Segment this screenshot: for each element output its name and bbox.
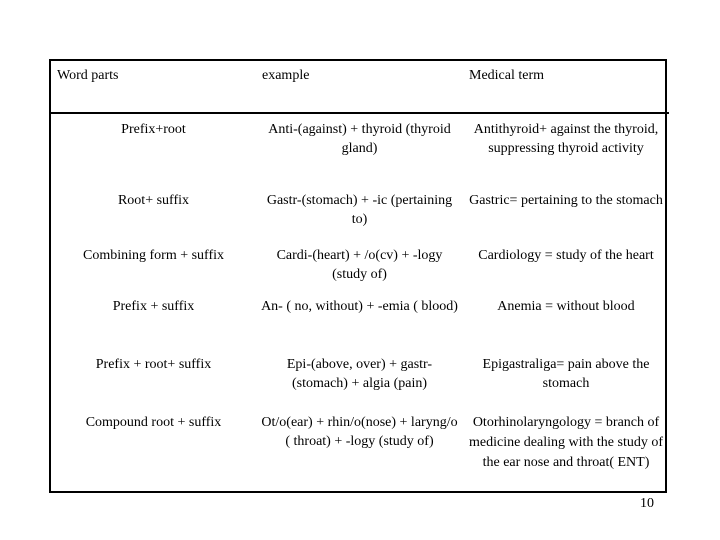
cell-word-parts: Compound root + suffix	[85, 415, 222, 431]
table-row	[51, 240, 669, 293]
header-word-parts: Word parts	[51, 61, 256, 113]
table-header-row	[51, 61, 669, 113]
page-number: 10	[640, 496, 654, 511]
table-row	[51, 407, 669, 491]
cell-word-parts: Prefix + root+ suffix	[95, 356, 212, 372]
cell-example: Ot/o(ear) + rhin/o(nose) + laryng/o ( throat) + -logy (study of)	[261, 415, 458, 450]
table-row	[51, 113, 669, 185]
word-parts-table	[51, 61, 669, 491]
cell-medical-term: Cardiology = study of the heart	[478, 247, 654, 263]
cell-example: Cardi-(heart) + /o(cv) + -logy (study of)	[276, 247, 443, 282]
cell-example: Gastr-(stomach) + -ic (pertaining to)	[266, 193, 453, 228]
cell-example: An- ( no, without) + -emia ( blood)	[261, 299, 458, 315]
table-row	[51, 185, 669, 239]
cell-example: Anti-(against) + thyroid (thyroid gland)	[268, 122, 451, 157]
table-row	[51, 349, 669, 408]
header-medical-term: Medical term	[463, 61, 669, 113]
table-row	[51, 293, 669, 348]
cell-word-parts: Root+ suffix	[117, 193, 190, 209]
cell-word-parts: Prefix + suffix	[112, 299, 195, 315]
cell-medical-term: Otorhinolaryngology = branch of medicine dealing with the study of the ear nose and throat( ENT)	[468, 415, 663, 471]
cell-medical-term: Anemia = without blood	[497, 299, 635, 315]
cell-word-parts: Prefix+root	[121, 122, 186, 138]
cell-medical-term: Antithyroid+ against the thyroid, suppressing thyroid activity	[473, 122, 659, 157]
header-example: example	[256, 61, 463, 113]
cell-medical-term: Gastric= pertaining to the stomach	[469, 193, 663, 209]
word-parts-table-frame	[49, 59, 667, 493]
cell-example: Epi-(above, over) + gastr-(stomach) + algia (pain)	[286, 356, 433, 391]
cell-word-parts: Combining form + suffix	[82, 247, 225, 263]
cell-medical-term: Epigastraliga= pain above the stomach	[482, 356, 650, 391]
